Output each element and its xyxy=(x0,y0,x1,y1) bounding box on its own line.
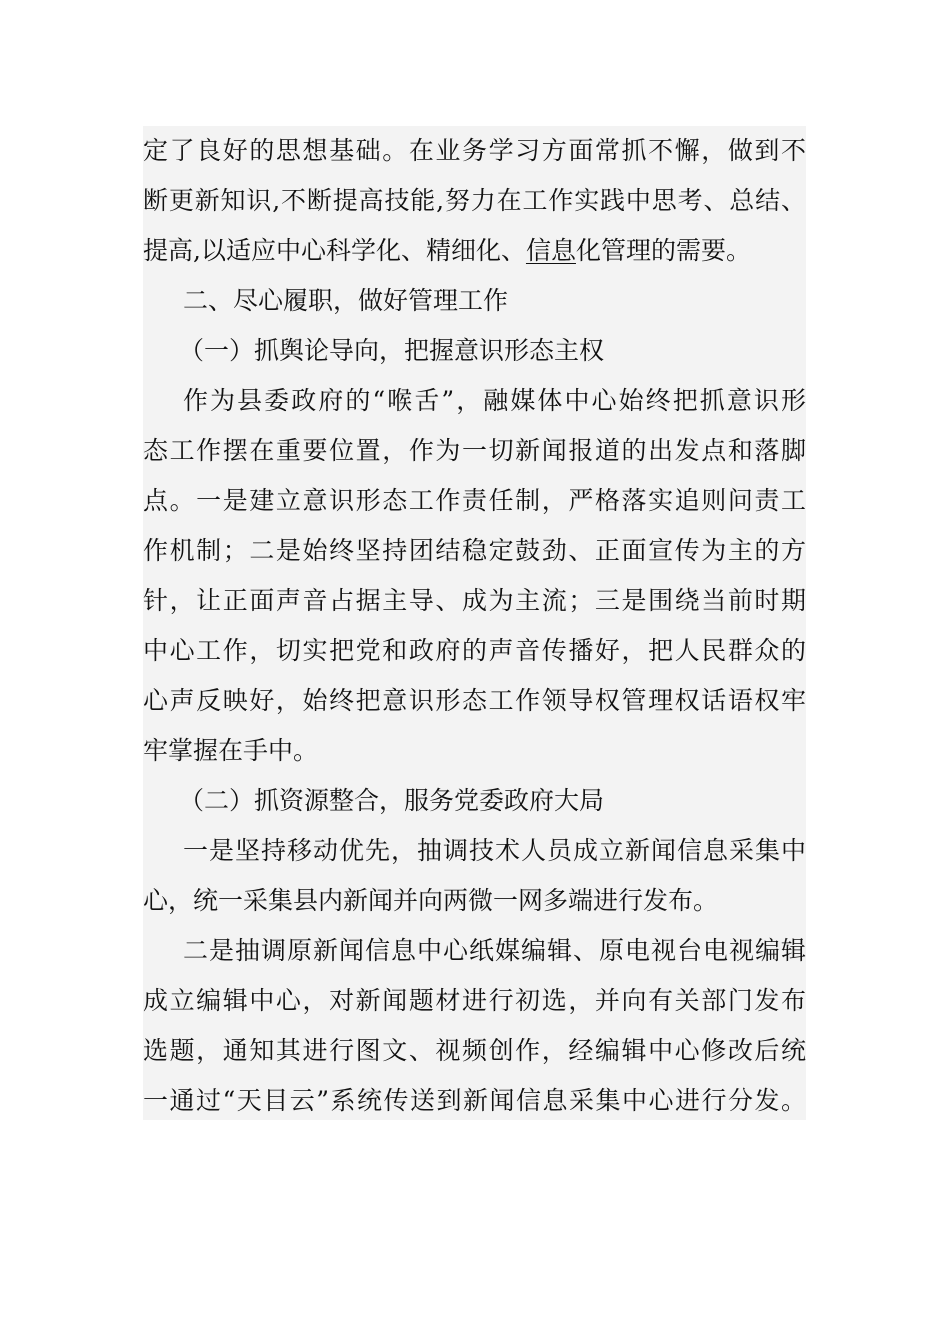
section-heading: 二、尽心履职，做好管理工作 xyxy=(183,286,509,315)
paragraph-line: 心，统一采集县内新闻并向两微一网多端进行发布。 xyxy=(143,886,719,915)
subsection-heading: （二）抓资源整合，服务党委政府大局 xyxy=(179,786,605,815)
paragraph-line: 中心工作，切实把党和政府的声音传播好，把人民群众的 xyxy=(143,636,806,665)
paragraph-line: 作为县委政府的“喉舌”，融媒体中心始终把抓意识形 xyxy=(183,386,806,415)
subsection-heading: （一）抓舆论导向，把握意识形态主权 xyxy=(179,336,605,365)
paragraph-line: 牢掌握在手中。 xyxy=(143,736,319,765)
paragraph-line: 成立编辑中心，对新闻题材进行初选，并向有关部门发布 xyxy=(143,986,806,1015)
paragraph-line: 一通过“天目云”系统传送到新闻信息采集中心进行分发。 xyxy=(143,1086,806,1115)
paragraph-line: 心声反映好，始终把意识形态工作领导权管理权话语权牢 xyxy=(143,686,806,715)
paragraph-line: 二是抽调原新闻信息中心纸媒编辑、原电视台电视编辑 xyxy=(183,936,806,965)
paragraph-line xyxy=(143,226,806,276)
paragraph-line: 定了良好的思想基础。在业务学习方面常抓不懈，做到不 xyxy=(143,136,806,165)
paragraph-line: 断更新知识,不断提高技能,努力在工作实践中思考、总结、 xyxy=(143,186,806,215)
paragraph-line: 选题，通知其进行图文、视频创作，经编辑中心修改后统 xyxy=(143,1036,806,1065)
paragraph-line: 作机制；二是始终坚持团结稳定鼓劲、正面宣传为主的方 xyxy=(143,536,806,565)
paragraph-line: 一是坚持移动优先，抽调技术人员成立新闻信息采集中 xyxy=(183,836,806,865)
text-run: 提高,以适应中心科学化、精细化、 xyxy=(143,236,526,265)
text-run: 化管理的需要。 xyxy=(575,236,751,265)
paragraph-line: 点。一是建立意识形态工作责任制，严格落实追则问责工 xyxy=(143,486,806,515)
paragraph-line: 针，让正面声音占据主导、成为主流；三是围绕当前时期 xyxy=(143,586,806,615)
paragraph-line: 态工作摆在重要位置，作为一切新闻报道的出发点和落脚 xyxy=(143,436,806,465)
underlined-term: 信息 xyxy=(525,236,576,265)
